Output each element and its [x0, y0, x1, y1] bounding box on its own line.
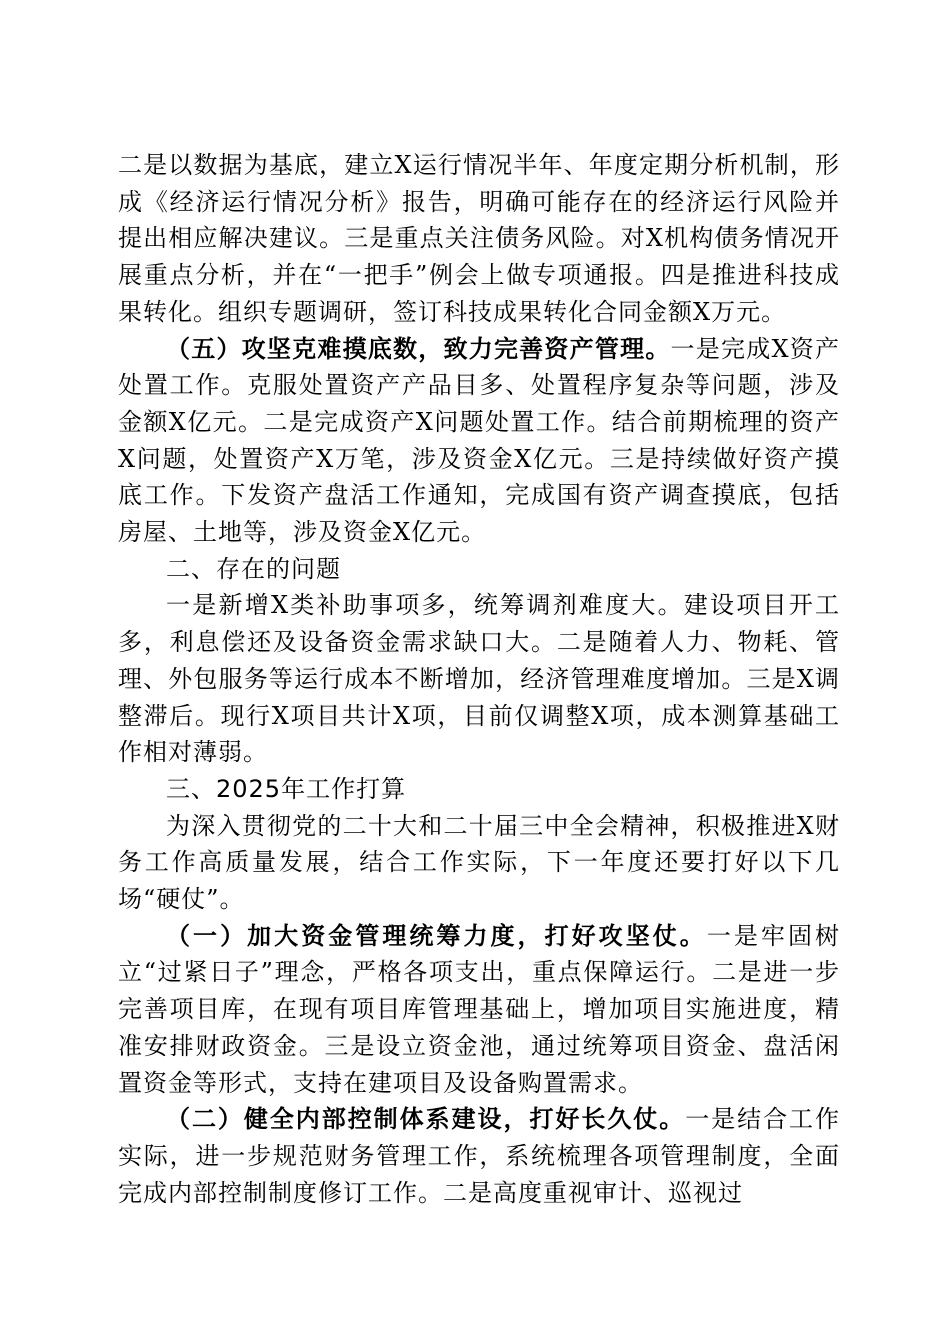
paragraph-plan-intro: 为深入贯彻党的二十大和二十届三中全会精神，积极推进X财务工作高质量发展，结合工作实际，下一年度还要打好以下几场“硬仗”。 — [118, 811, 840, 914]
plan-2-body: 一是结合工作实际，进一步规范财务管理工作，系统梳理各项管理制度，全面完成内部控制制度修订工作。二是高度重视审计、巡视过 — [118, 1105, 841, 1207]
item-5-heading: （五）攻坚克难摸底数，致力完善资产管理。 — [166, 334, 671, 363]
plan-1-heading: （一）加大资金管理统筹力度，打好攻坚仗。 — [166, 921, 707, 950]
document-page — [118, 147, 840, 1211]
paragraph-plan-2 — [118, 1101, 840, 1211]
section-heading-problems: 二、存在的问题 — [166, 554, 341, 583]
paragraph-plan-1 — [118, 918, 840, 1102]
paragraph-continuation: 二是以数据为基底，建立X运行情况半年、年度定期分析机制，形成《经济运行情况分析》报告，明确可能存在的经济运行风险并提出相应解决建议。三是重点关注债务风险。对X机构债务情况开展重点分析，并在“一把手”例会上做专项通报。四是推进科技成果转化。组织专题调研，签订科技成果转化合同金额X万元。 — [118, 151, 840, 326]
plan-1-body: 一是牢固树立“过紧日子”理念，严格各项支出，重点保障运行。二是进一步完善项目库，在现有项目库管理基础上，增加项目实施进度，精准安排财政资金。三是设立资金池，通过统筹项目资金、盘活闲置资金等形式，支持在建项目及设备购置需求。 — [118, 921, 841, 1097]
item-5-body: 一是完成X资产处置工作。克服处置资产产品目多、处置程序复杂等问题，涉及金额X亿元。二是完成资产X问题处置工作。结合前期梳理的资产X问题，处置资产X万笔，涉及资金X亿元。三是持续做好资产摸底工作。下发资产盘活工作通知，完成国有资产调查摸底，包括房屋、土地等，涉及资金X亿元。 — [118, 334, 840, 547]
paragraph-problems: 一是新增X类补助事项多，统筹调剂难度大。建设项目开工多，利息偿还及设备资金需求缺口大。二是随着人力、物耗、管理、外包服务等运行成本不断增加，经济管理难度增加。三是X调整滞后。现行X项目共计X项，目前仅调整X项，成本测算基础工作相对薄弱。 — [118, 591, 840, 767]
plan-2-heading: （二）健全内部控制体系建设，打好长久仗。 — [166, 1105, 686, 1134]
section-heading-plan-2025: 三、2025年工作打算 — [166, 774, 407, 803]
paragraph-item-5 — [118, 331, 840, 551]
